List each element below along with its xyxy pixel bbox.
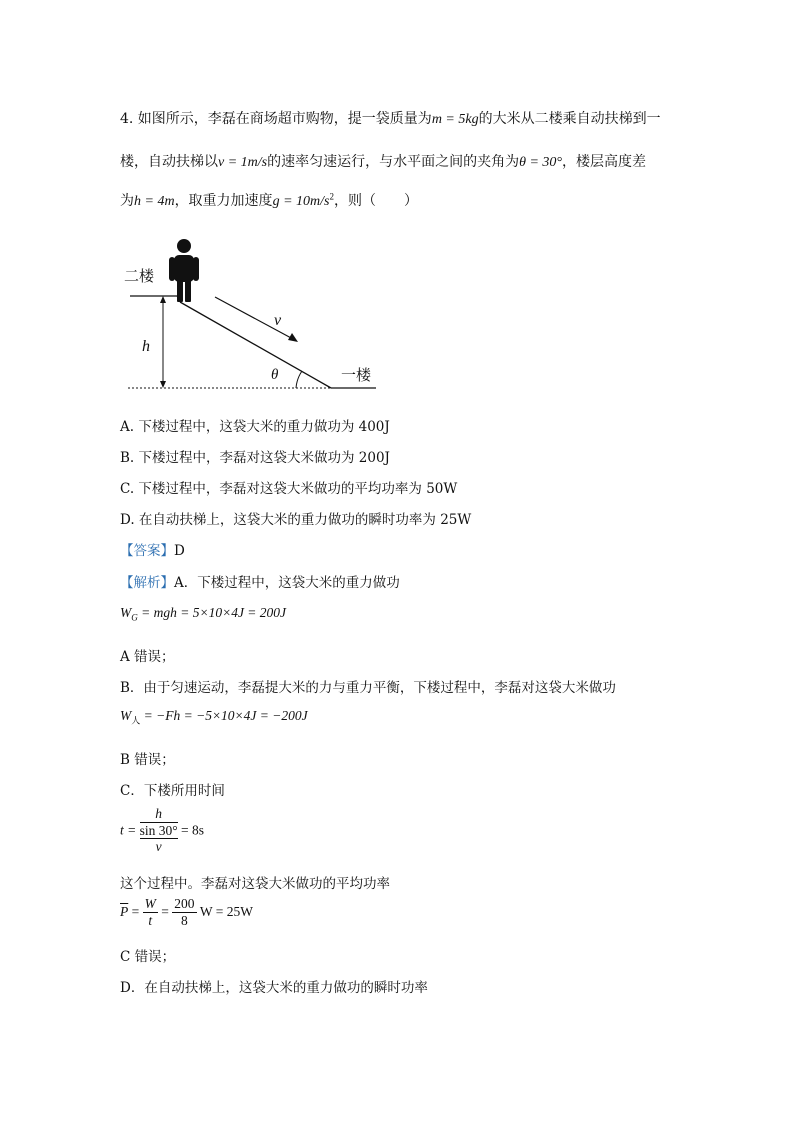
answer-label: 【答案】 <box>120 543 174 559</box>
verdict-c: C 错误； <box>120 949 176 965</box>
question-text: ，则（ ） <box>333 193 418 209</box>
question-text: 的大米从二楼乘自动扶梯到一 <box>478 111 661 127</box>
answer-line <box>120 539 185 559</box>
analysis-text: A．下楼过程中，这袋大米的重力做功 <box>174 575 400 591</box>
analysis-c-power-line: 这个过程中。李磊对这袋大米做功的平均功率 <box>120 876 390 892</box>
formula-power: $\overline{P}$ = $\frac{W}{t}$ = $\frac{200}{8}$ W = 25W <box>120 896 253 928</box>
gravity-expression: $g = 10m/s^2$ <box>272 191 334 209</box>
option-a: A. 下楼过程中，这袋大米的重力做功为 400J <box>120 419 390 435</box>
question-text: 4. 如图所示，李磊在商场超市购物，提一袋质量为 <box>120 111 432 127</box>
analysis-d-line: D．在自动扶梯上，这袋大米的重力做功的瞬时功率 <box>120 980 428 996</box>
formula-wg: $W_G$ = mgh = 5×10×4J = 200J <box>120 605 287 623</box>
height-expression: h = 4m <box>134 194 175 209</box>
velocity-label: v <box>274 312 282 329</box>
formula-time: t = $\frac{\frac{h}{\sin 30^\circ}}{v}$ = 8s <box>120 806 205 855</box>
analysis-b-line: B．由于匀速运动，李磊提大米的力与重力平衡，下楼过程中，李磊对这袋大米做功 <box>120 680 616 696</box>
option-b: B. 下楼过程中，李磊对这袋大米做功为 200J <box>120 450 390 466</box>
formula-text: = mgh = 5×10×4J = 200J <box>141 605 287 620</box>
angle-expression: θ = 30° <box>519 155 563 170</box>
question-text: ，取重力加速度 <box>174 193 273 209</box>
question-text: 为 <box>120 193 134 209</box>
verdict-b: B 错误； <box>120 752 175 768</box>
option-c: C. 下楼过程中，李磊对这袋大米做功的平均功率为 50W <box>120 481 458 497</box>
answer-value: D <box>174 543 185 559</box>
formula-text: = −Fh = −5×10×4J = −200J <box>143 708 308 723</box>
upper-floor-label: 二楼 <box>124 267 155 285</box>
person-icon <box>169 239 199 302</box>
question-text: ，楼层高度差 <box>562 154 647 170</box>
verdict-a: A 错误； <box>120 649 175 665</box>
mass-expression: m = 5kg <box>431 112 479 127</box>
question-line-3 <box>120 190 418 210</box>
question-line-1 <box>120 108 661 128</box>
height-label: h <box>142 338 150 355</box>
lower-floor-label: 一楼 <box>341 366 372 384</box>
escalator-slope <box>180 302 331 388</box>
formula-wren: $W_人 = -Fh = -5\times 10\times 4J = -200J$ <box>120 708 308 726</box>
analysis-c-line: C．下楼所用时间 <box>120 783 225 799</box>
velocity-arrow <box>215 297 293 339</box>
analysis-label: 【解析】 <box>120 575 174 591</box>
analysis-a-line <box>120 571 400 591</box>
question-text: 的速率匀速运行，与水平面之间的夹角为 <box>267 154 520 170</box>
option-d: D. 在自动扶梯上，这袋大米的重力做功的瞬时功率为 25W <box>120 512 472 528</box>
angle-label: θ <box>271 367 279 383</box>
question-text: 楼，自动扶梯以 <box>120 154 218 170</box>
velocity-expression: v = 1m/s <box>218 155 268 170</box>
angle-arc <box>296 371 302 388</box>
question-line-2 <box>120 151 646 171</box>
